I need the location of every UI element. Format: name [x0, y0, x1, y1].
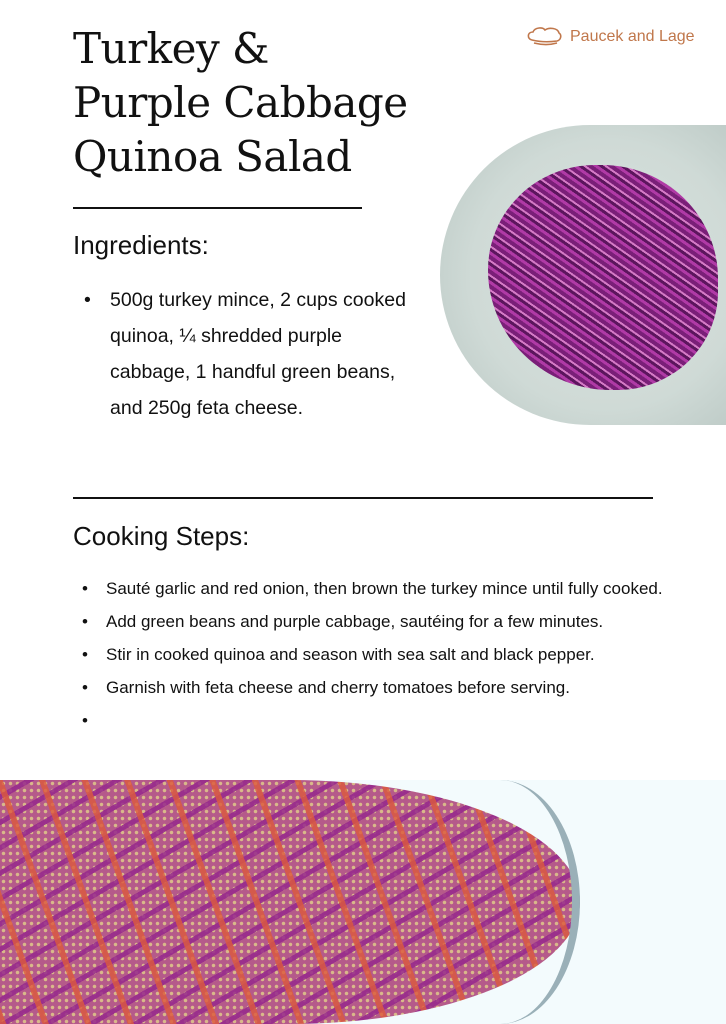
step-item	[106, 704, 716, 737]
title-line: Turkey &	[73, 24, 269, 73]
step-item: • Add green beans and purple cabbage, sautéing for a few minutes.	[106, 605, 716, 638]
chef-hat-icon	[526, 26, 564, 48]
cabbage-salad-plate-image	[440, 125, 726, 425]
title-line: Quinoa Salad	[73, 132, 352, 181]
ingredients-list	[110, 282, 410, 426]
section-divider	[73, 497, 653, 499]
step-item: • Sauté garlic and red onion, then brown the turkey mince until fully cooked.	[106, 572, 716, 605]
step-item: • Stir in cooked quinoa and season with sea salt and black pepper.	[106, 638, 716, 671]
ingredient-item: • 500g turkey mince, 2 cups cooked quinoa, ¼ shredded purple cabbage, 1 handful green beans, and 250g feta cheese.	[110, 282, 410, 426]
steps-list	[106, 572, 716, 737]
recipe-title	[73, 22, 408, 184]
cooking-steps-heading: Cooking Steps:	[73, 521, 250, 551]
quinoa-salad-bowl-image	[0, 780, 726, 1024]
brand-logo	[526, 26, 695, 48]
title-line: Purple Cabbage	[73, 78, 408, 127]
brand-name: Paucek and Lage	[570, 28, 695, 45]
title-divider	[73, 207, 362, 209]
step-item: • Garnish with feta cheese and cherry tomatoes before serving.	[106, 671, 716, 704]
ingredients-heading: Ingredients:	[73, 230, 209, 260]
